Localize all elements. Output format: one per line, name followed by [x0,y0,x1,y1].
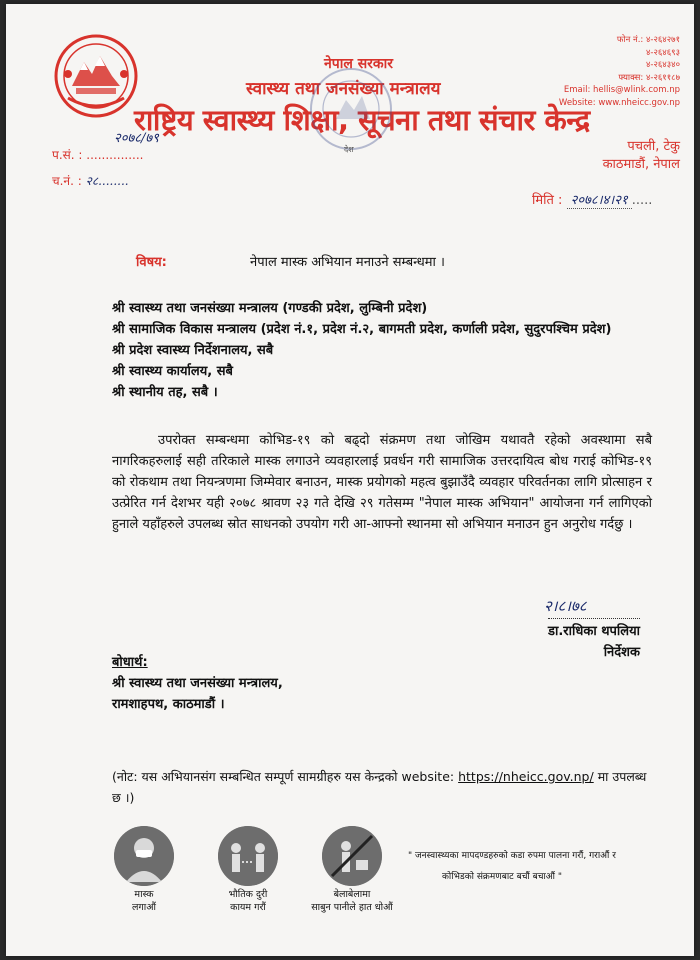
mask-caption-1: मास्क [134,889,154,900]
cc-label: बोधार्थ: [112,655,148,670]
handwash-caption-1: बेलाबेलामा [333,889,371,900]
cn-value: २८........ [85,174,129,188]
distance-caption-2: कायम गरौं [230,902,266,913]
address-block [603,138,680,174]
note-block [112,766,652,808]
cc-line-2: रामशाहपथ, काठमाडौं । [112,697,225,712]
handwash-caption-2: साबुन पानीले हात धोऔं [311,902,393,913]
cc-line-1: श्री स्वास्थ्य तथा जनसंख्या मन्त्रालय, [112,676,283,691]
mask-caption [89,888,199,914]
distance-caption [193,888,303,914]
distance-icon [218,826,278,886]
slogan-line-2: कोभिडको संक्रमणबाट बचौं बचाऔं " [442,872,563,882]
handwash-icon [322,826,382,886]
slogan [408,846,694,888]
ps-label: प.सं. : [52,148,83,162]
phone-3: ४-२६४३४० [645,60,680,70]
mask-icon [114,826,174,886]
letter-page [6,4,694,956]
date-field: मिति : २०७८।४।२१ ..... [532,193,653,208]
date-label: मिति : [532,193,563,208]
signature-scribble: २।८।७८ [544,597,587,615]
phone-label: फोन नं.: [616,35,644,45]
signatory-title: निर्देशक [603,645,640,660]
recipient-2: श्री सामाजिक विकास मन्त्रालय (प्रदेश नं.१, प्रदेश नं.२, बागमती प्रदेश, कर्णाली प्रदेश, सुदुरपश्चिम प्रदेश) [112,322,612,337]
office-seal-icon [306,64,396,154]
centre-title: राष्ट्रिय स्वास्थ्य शिक्षा, सूचना तथा संचार केन्द्र [134,103,590,137]
distance-caption-1: भौतिक दुरी [228,889,268,900]
handwash-caption [297,888,407,914]
website: Website: www.nheicc.gov.np [558,97,680,108]
nepal-emblem-icon [54,34,138,118]
note-text: (नोट: यस अभियानसंग सम्बन्धित सम्पूर्ण सामग्रीहरु यस केन्द्रको website: [112,769,455,784]
address-line-1: पचली, टेकु [627,139,680,154]
date-value: २०७८।४।२१ [567,193,632,209]
cn-label: च.नं. : [52,174,82,188]
note-suffix: मा उपलब्ध छ ।) [112,769,647,805]
ministry-title: स्वास्थ्य तथा जनसंख्या मन्त्रालय [246,79,441,99]
recipient-1: श्री स्वास्थ्य तथा जनसंख्या मन्त्रालय (गण्डकी प्रदेश, लुम्बिनी प्रदेश) [112,301,428,316]
fax-number: ४-२६११८७ [645,72,680,83]
email: Email: hellis@wlink.com.np [563,85,680,95]
recipient-5: श्री स्थानीय तह, सबै । [112,385,218,400]
contact-block [559,34,680,109]
cn-number [52,172,129,189]
recipient-3: श्री प्रदेश स्वास्थ्य निर्देशनालय, सबै [112,343,274,358]
phone-2: ४-२६४६९३ [645,47,680,58]
signatory-name: डा.राधिका थपलिया [548,618,640,642]
recipient-4: श्री स्वास्थ्य कार्यालय, सबै [112,364,233,379]
subject-label: विषय: [136,255,167,270]
government-title: नेपाल सरकार [324,56,394,72]
emblem-caption: देश [344,145,354,154]
recipient-list [112,298,652,403]
cc-block [112,652,652,715]
address-line-2: काठमाडौं, नेपाल [602,157,680,172]
mask-caption-2: लगाऔं [132,902,156,913]
website-link[interactable]: https://nheicc.gov.np/ [458,769,594,784]
body-paragraph: उपरोक्त सम्बन्धमा कोभिड-१९ को बढ्दो संक्रमण तथा जोखिम यथावतै रहेको अवस्थामा सबै नागरिकहरुलाई सही तरिकाले मास्क लगाउने व्यवहारलाई प्रवर्धन गरी सामाजिक उत्तरदायित्व बोध गराई कोभिड-१९ को रोकथाम तथा नियन्त्रणमा जिम्मेवार बनाउन, मास्क प्रयोगको महत्व बुझाउँदै व्यवहार परिवर्तनका लागि प्रोत्साहन र उत्प्रेरित गर्न देशभर यही २०७८ श्रावण २३ गते देखि २९ गतेसम्म "नेपाल मास्क अभियान" आयोजना गर्न लागिएको हुनाले यहाँहरुले उपलब्ध स्रोत साधनको उपयोग गरी आ-आफ्नो स्थानमा सो अभियान मनाउन हुन अनुरोध गर्दछु । [112,433,652,532]
ps-value: ............... [86,148,144,162]
fax-label: फ्याक्स: [618,72,644,83]
phone-1: ४-२६४२७१ [645,35,680,45]
ps-number [52,146,143,163]
fiscal-year: २०७८/७९ [114,131,159,146]
subject-text: नेपाल मास्क अभियान मनाउने सम्बन्धमा । [250,255,445,270]
slogan-line-1: " जनस्वास्थ्यका मापदण्डहरुको कडा रुपमा पालना गरौं, गराऔं र [408,851,616,861]
